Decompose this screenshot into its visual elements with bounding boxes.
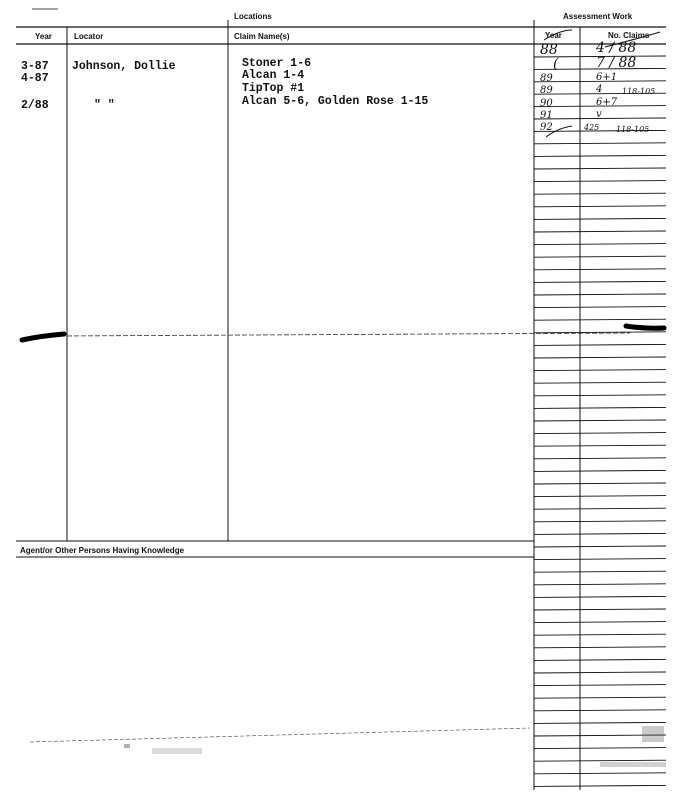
- aw-claims: v: [596, 109, 602, 120]
- aw-no-claims-column-header: No. Claims: [608, 31, 650, 40]
- aw-year: 88: [540, 42, 558, 58]
- location-year: 4-87: [21, 72, 49, 85]
- claim-names-column-header: Claim Name(s): [234, 32, 290, 41]
- aw-claims: 6+7: [596, 97, 618, 108]
- aw-claims: 4: [596, 84, 603, 95]
- aw-claims: 4 / 88: [596, 40, 637, 56]
- claim-name: Stoner 1-6: [242, 57, 312, 70]
- locator-name: Johnson, Dollie: [72, 60, 176, 73]
- aw-year: 91: [540, 110, 553, 121]
- claim-name: Alcan 1-4: [242, 69, 305, 82]
- aw-note: 118-105: [616, 125, 650, 134]
- aw-year: 89: [540, 73, 553, 84]
- assessment-work-heading: Assessment Work: [563, 12, 633, 21]
- locator-ditto: " ": [94, 99, 115, 112]
- aw-claims: 7 / 88: [596, 55, 637, 71]
- claim-name: TipTop #1: [242, 82, 305, 95]
- aw-claims: 6+1: [596, 72, 618, 83]
- locator-column-header: Locator: [74, 32, 104, 41]
- aw-year: (: [553, 56, 559, 72]
- locations-heading: Locations: [234, 12, 272, 21]
- agent-persons-heading: Agent/or Other Persons Having Knowledge: [20, 546, 185, 555]
- claim-name: Alcan 5-6, Golden Rose 1-15: [242, 95, 429, 108]
- aw-year-column-header: Year: [545, 31, 562, 40]
- aw-year: 89: [540, 85, 553, 96]
- year-column-header: Year: [35, 32, 52, 41]
- aw-year: 90: [540, 98, 553, 109]
- aw-note: 118-105: [622, 87, 656, 96]
- aw-claims: 425: [584, 123, 600, 132]
- location-year: 2/88: [21, 99, 49, 112]
- aw-year: 92: [540, 122, 553, 133]
- location-year: 3-87: [21, 60, 49, 73]
